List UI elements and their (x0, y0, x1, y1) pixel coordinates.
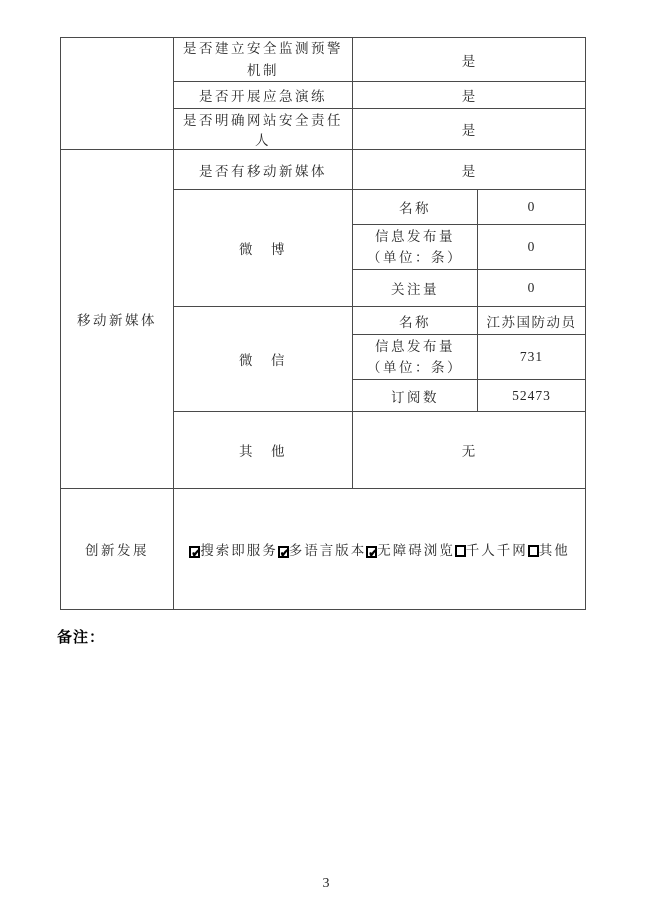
innovation-options (174, 489, 586, 610)
innovation-option-label: 无障碍浏览 (377, 543, 455, 559)
innovation-option-label: 其他 (538, 543, 570, 559)
wechat-name-value: 江苏国防动员 (478, 307, 586, 335)
security-drill-value: 是 (353, 82, 586, 109)
wechat-posts-label (353, 335, 478, 380)
security-responsible-label: 是否明确网站安全责任人 (174, 109, 353, 150)
wechat-posts-value: 731 (478, 335, 586, 380)
mobile-media-section-title: 移动新媒体 (61, 150, 174, 489)
weibo-posts-label-line2: （单位：条） (367, 250, 463, 266)
security-monitor-label (174, 38, 353, 82)
innovation-option (366, 543, 455, 561)
weibo-posts-label (353, 225, 478, 270)
security-monitor-label-line1: 是否建立安全监测预警 (183, 41, 343, 56)
page-number: 3 (322, 876, 330, 891)
innovation-option-label: 搜索即服务 (200, 543, 278, 559)
innovation-option (455, 543, 528, 558)
weibo-followers-value: 0 (478, 270, 586, 307)
wechat-subs-value: 52473 (478, 380, 586, 412)
weibo-name-value: 0 (478, 190, 586, 225)
wechat-subs-label: 订阅数 (353, 380, 478, 412)
innovation-section-title: 创新发展 (61, 489, 174, 610)
has-mobile-value: 是 (353, 150, 586, 190)
has-mobile-label: 是否有移动新媒体 (174, 150, 353, 190)
innovation-option (528, 543, 570, 558)
other-media-value: 无 (353, 412, 586, 489)
weibo-name-label: 名称 (353, 190, 478, 225)
security-responsible-value: 是 (353, 109, 586, 150)
security-monitor-value: 是 (353, 38, 586, 82)
weibo-posts-value: 0 (478, 225, 586, 270)
weibo-title: 微 博 (174, 190, 353, 307)
innovation-option (189, 543, 278, 561)
table-row (61, 150, 586, 190)
innovation-option-label: 千人千网 (465, 543, 528, 559)
checkbox-checked-icon[interactable]: ✔ (368, 546, 379, 561)
weibo-followers-label: 关注量 (353, 270, 478, 307)
checkbox-checked-icon[interactable]: ✔ (279, 546, 290, 561)
checkbox-unchecked-icon[interactable] (528, 545, 539, 557)
checkbox-unchecked-icon[interactable] (455, 545, 466, 557)
notes-label: 备注： (57, 630, 106, 646)
wechat-title: 微 信 (174, 307, 353, 412)
security-section-cell-empty (61, 38, 174, 150)
table-row (61, 38, 586, 82)
checkbox-checked-icon[interactable]: ✔ (191, 546, 202, 561)
wechat-posts-label-line2: （单位：条） (367, 360, 463, 376)
table-row (61, 489, 586, 610)
security-drill-label: 是否开展应急演练 (174, 82, 353, 109)
innovation-option-label: 多语言版本 (288, 543, 367, 559)
other-media-title: 其 他 (174, 412, 353, 489)
annual-report-table (60, 37, 586, 610)
weibo-posts-label-line1: 信息发布量 (375, 228, 455, 244)
wechat-name-label: 名称 (353, 307, 478, 335)
security-monitor-label-line2: 机制 (247, 62, 279, 78)
innovation-option (278, 543, 367, 561)
wechat-posts-label-line1: 信息发布量 (375, 338, 455, 354)
